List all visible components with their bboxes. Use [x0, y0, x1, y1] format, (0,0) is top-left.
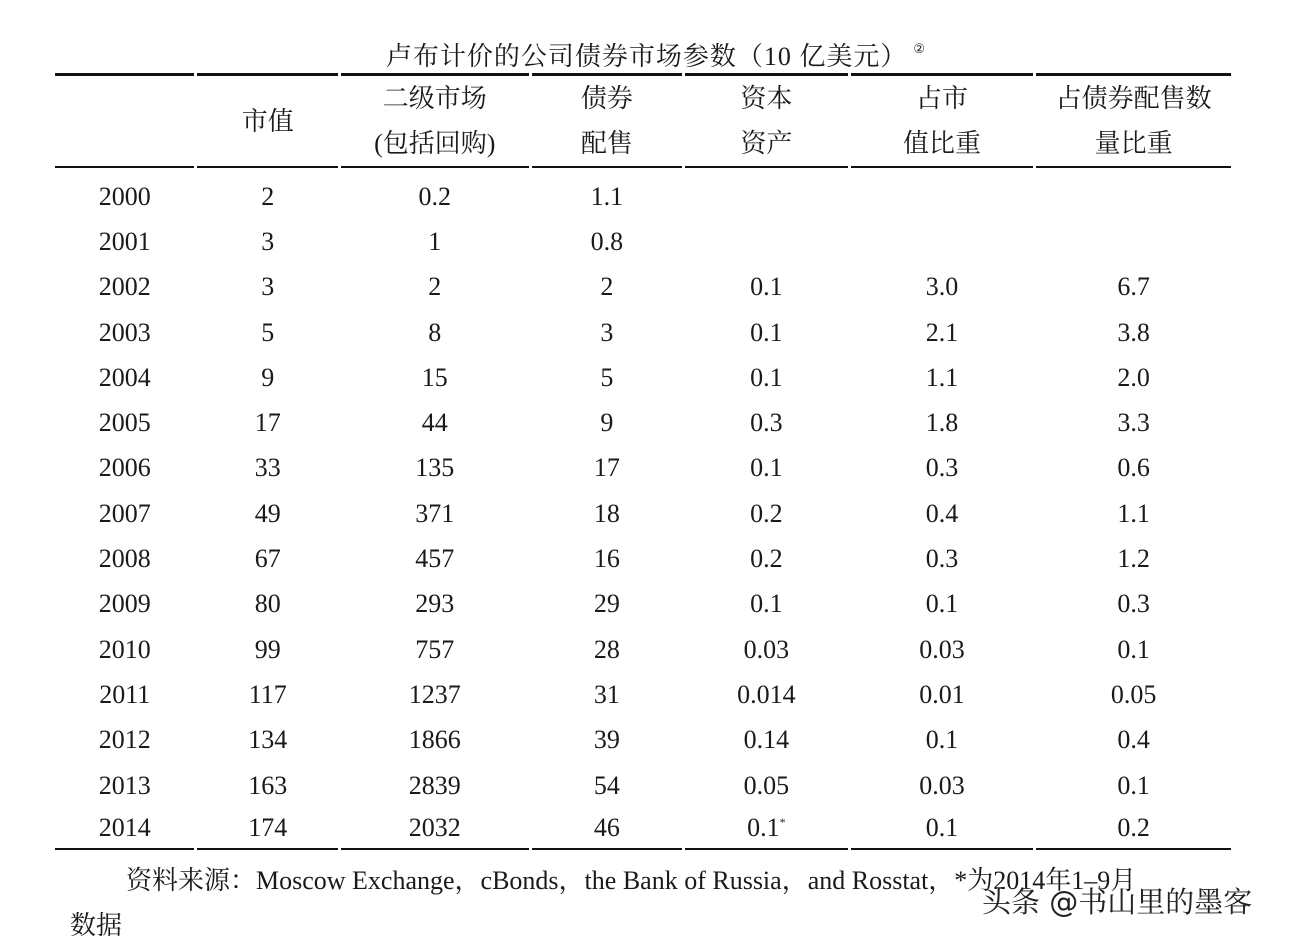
cell-text: 5 [600, 362, 614, 392]
value-cell [532, 219, 683, 264]
value-cell [197, 718, 337, 763]
table-row [55, 400, 1231, 445]
value-cell [685, 310, 848, 355]
cell-text: 3 [600, 317, 614, 347]
value-cell [851, 808, 1034, 850]
year-cell [55, 627, 194, 672]
value-cell [1036, 491, 1231, 536]
value-cell [1036, 808, 1231, 850]
value-cell [532, 672, 683, 717]
value-cell [532, 582, 683, 627]
cell-text: 0.2 [750, 544, 783, 574]
year-cell [55, 808, 194, 850]
value-cell [851, 219, 1034, 264]
value-cell [1036, 763, 1231, 808]
cell-text: 2 [600, 272, 614, 302]
cell-text: 1.1 [590, 181, 624, 211]
value-cell [851, 400, 1034, 445]
cell-text: 0.3 [750, 408, 783, 438]
table-row [55, 491, 1231, 536]
table-row [55, 168, 1231, 219]
value-cell [1036, 400, 1231, 445]
cell-text: 0.03 [743, 634, 790, 664]
cell-text: 2001 [98, 226, 151, 256]
year-cell [55, 446, 194, 491]
cell-text: 1866 [408, 725, 461, 755]
cell-text: 0.03 [919, 634, 965, 664]
value-cell [685, 355, 848, 400]
year-cell [55, 718, 194, 763]
value-cell [685, 536, 848, 581]
value-cell [532, 168, 683, 219]
value-cell [197, 672, 337, 717]
cell-text: 2032 [408, 813, 461, 843]
cell-text: 2012 [98, 725, 151, 755]
value-cell [197, 168, 337, 219]
cell-text: 28 [593, 634, 620, 664]
value-cell [341, 672, 529, 717]
watermark: 头条 @书山里的墨客 [982, 885, 1253, 919]
header-label-1: 占债券配售数 [1055, 84, 1212, 113]
value-cell [197, 582, 337, 627]
cell-text: 2839 [408, 770, 461, 800]
value-cell [1036, 718, 1231, 763]
value-cell [1036, 536, 1231, 581]
cell-text: 2004 [98, 362, 151, 392]
column-header [197, 73, 337, 168]
value-cell [197, 219, 337, 264]
cell-text: 0.1 [1117, 770, 1150, 800]
cell-text: 0.1 [750, 317, 783, 347]
cell-text: 457 [415, 544, 455, 574]
cell-text: 5 [261, 317, 275, 347]
cell-text: 2007 [98, 498, 151, 528]
header-label-2: 配售 [580, 129, 633, 158]
value-cell [685, 672, 848, 717]
cell-text: 0.1 [750, 362, 783, 392]
cell-text: 2003 [98, 317, 151, 347]
year-cell [55, 219, 194, 264]
title-text: 卢布计价的公司债券市场参数（10 亿美元） [385, 42, 908, 71]
cell-text: 67 [254, 544, 281, 574]
value-cell [341, 265, 529, 310]
value-cell [341, 627, 529, 672]
value-cell [1036, 627, 1231, 672]
value-cell [341, 446, 529, 491]
cell-text: 2014 [98, 813, 151, 843]
value-cell [685, 400, 848, 445]
cell-text: 371 [415, 498, 455, 528]
cell-text: 2010 [98, 634, 151, 664]
year-cell [55, 672, 194, 717]
table-row [55, 265, 1231, 310]
source-note-continued: 数据 [70, 911, 123, 940]
header-label-2: 值比重 [902, 129, 981, 158]
cell-text: 2.1 [925, 317, 959, 347]
value-cell [851, 582, 1034, 627]
year-cell [55, 400, 194, 445]
cell-text: 0.14 [743, 725, 790, 755]
value-cell [685, 491, 848, 536]
cell-text: 33 [254, 453, 281, 483]
table-row [55, 219, 1231, 264]
value-cell [685, 582, 848, 627]
value-cell [341, 718, 529, 763]
value-cell [532, 446, 683, 491]
cell-text: 49 [254, 498, 281, 528]
cell-text: 0.1 [747, 813, 780, 843]
value-cell [341, 219, 529, 264]
cell-text: 0.1 [925, 813, 959, 843]
cell-text: 3.8 [1117, 317, 1150, 347]
value-cell [341, 763, 529, 808]
cell-text: 1237 [408, 679, 461, 709]
cell-text: 0.4 [1117, 725, 1150, 755]
value-cell [197, 808, 337, 850]
value-cell [341, 400, 529, 445]
table-row [55, 310, 1231, 355]
cell-text: 0.03 [919, 770, 965, 800]
value-cell [1036, 672, 1231, 717]
cell-text: 2.0 [1117, 362, 1150, 392]
cell-text: 16 [593, 544, 620, 574]
cell-text: 0.01 [919, 679, 965, 709]
cell-text: 0.1 [750, 589, 783, 619]
cell-text: 2 [428, 272, 442, 302]
value-cell [197, 627, 337, 672]
value-cell [532, 763, 683, 808]
value-cell [685, 718, 848, 763]
year-cell [55, 536, 194, 581]
value-cell [341, 310, 529, 355]
header-label-1: 资本 [740, 84, 793, 113]
value-cell [532, 627, 683, 672]
value-cell [341, 536, 529, 581]
cell-text: 2 [261, 181, 275, 211]
cell-text: 0.8 [590, 226, 624, 256]
header-label-2: 量比重 [1094, 129, 1173, 158]
source-note: 资料来源：Moscow Exchange，cBonds，the Bank of Russia，and Rosstat，*为2014年1–9月 [126, 866, 1137, 895]
value-cell [1036, 310, 1231, 355]
cell-text: 3 [261, 272, 275, 302]
value-cell [197, 446, 337, 491]
cell-text: 99 [254, 634, 281, 664]
value-cell [197, 536, 337, 581]
cell-text: 0.4 [925, 498, 959, 528]
value-cell [1036, 219, 1231, 264]
year-cell [55, 582, 194, 627]
year-cell [55, 168, 194, 219]
cell-text: 0.1 [925, 589, 959, 619]
cell-text: 1 [428, 226, 442, 256]
year-cell [55, 491, 194, 536]
title-footnote: ② [913, 41, 927, 56]
value-cell [197, 491, 337, 536]
value-cell [851, 672, 1034, 717]
cell-text: 15 [421, 362, 448, 392]
footnote-marker: * [779, 815, 786, 830]
table-row [55, 446, 1231, 491]
table-row [55, 355, 1231, 400]
value-cell [532, 536, 683, 581]
cell-text: 0.3 [925, 453, 959, 483]
value-cell [1036, 265, 1231, 310]
cell-text: 2011 [99, 679, 151, 709]
value-cell [685, 808, 848, 850]
cell-text: 3.0 [925, 272, 959, 302]
value-cell [532, 400, 683, 445]
cell-text: 1.2 [1117, 544, 1150, 574]
header-label-2: (包括回购) [374, 129, 496, 158]
cell-text: 135 [415, 453, 455, 483]
value-cell [685, 168, 848, 219]
value-cell [851, 763, 1034, 808]
cell-text: 39 [593, 725, 620, 755]
column-header [1036, 73, 1231, 168]
value-cell [851, 446, 1034, 491]
value-cell [532, 310, 683, 355]
value-cell [341, 355, 529, 400]
year-cell [55, 310, 194, 355]
value-cell [851, 718, 1034, 763]
header-label-1: 债券 [580, 84, 633, 113]
value-cell [532, 808, 683, 850]
value-cell [851, 627, 1034, 672]
cell-text: 0.2 [418, 181, 452, 211]
table-row [55, 672, 1231, 717]
cell-text: 0.3 [1117, 589, 1150, 619]
value-cell [851, 265, 1034, 310]
header-label-1: 二级市场 [382, 84, 487, 113]
column-header [55, 73, 194, 168]
column-header [341, 73, 529, 168]
cell-text: 1.1 [925, 362, 959, 392]
value-cell [1036, 446, 1231, 491]
cell-text: 0.05 [1110, 679, 1157, 709]
table-row [55, 536, 1231, 581]
cell-text: 0.1 [750, 453, 783, 483]
value-cell [851, 310, 1034, 355]
value-cell [685, 627, 848, 672]
cell-text: 0.1 [1117, 634, 1150, 664]
cell-text: 757 [415, 634, 455, 664]
table-row [55, 627, 1231, 672]
value-cell [685, 265, 848, 310]
column-header [851, 73, 1034, 168]
value-cell [1036, 355, 1231, 400]
value-cell [685, 763, 848, 808]
cell-text: 9 [600, 408, 614, 438]
column-header [532, 73, 683, 168]
year-cell [55, 355, 194, 400]
bond-market-table [52, 73, 1234, 850]
value-cell [685, 446, 848, 491]
table-title [0, 36, 1312, 73]
value-cell [532, 265, 683, 310]
header-label-1: 占市 [915, 84, 968, 113]
value-cell [851, 491, 1034, 536]
cell-text: 2008 [98, 544, 151, 574]
cell-text: 17 [254, 408, 281, 438]
value-cell [532, 491, 683, 536]
table-row [55, 808, 1231, 850]
year-cell [55, 763, 194, 808]
cell-text: 0.05 [743, 770, 790, 800]
cell-text: 8 [428, 317, 442, 347]
table-row [55, 718, 1231, 763]
cell-text: 6.7 [1117, 272, 1150, 302]
cell-text: 174 [248, 813, 288, 843]
value-cell [851, 536, 1034, 581]
cell-text: 0.1 [925, 725, 959, 755]
year-cell [55, 265, 194, 310]
header-label: 市值 [241, 106, 294, 136]
cell-text: 29 [593, 589, 620, 619]
value-cell [532, 355, 683, 400]
cell-text: 17 [593, 453, 620, 483]
value-cell [341, 582, 529, 627]
cell-text: 54 [593, 770, 620, 800]
cell-text: 3 [261, 226, 275, 256]
value-cell [197, 265, 337, 310]
cell-text: 1.1 [1117, 498, 1150, 528]
value-cell [341, 808, 529, 850]
value-cell [197, 763, 337, 808]
cell-text: 2006 [98, 453, 151, 483]
cell-text: 0.2 [750, 498, 783, 528]
cell-text: 0.6 [1117, 453, 1150, 483]
cell-text: 80 [254, 589, 281, 619]
cell-text: 0.2 [1117, 813, 1150, 843]
cell-text: 46 [593, 813, 620, 843]
value-cell [532, 718, 683, 763]
cell-text: 1.8 [925, 408, 959, 438]
table-row [55, 763, 1231, 808]
cell-text: 31 [593, 679, 620, 709]
cell-text: 293 [415, 589, 455, 619]
value-cell [851, 355, 1034, 400]
value-cell [1036, 582, 1231, 627]
cell-text: 0.3 [925, 544, 959, 574]
cell-text: 18 [593, 498, 620, 528]
value-cell [341, 491, 529, 536]
header-label-2: 资产 [740, 129, 793, 158]
table-row [55, 582, 1231, 627]
cell-text: 2005 [98, 408, 151, 438]
cell-text: 117 [248, 679, 287, 709]
value-cell [341, 168, 529, 219]
value-cell [197, 400, 337, 445]
cell-text: 9 [261, 362, 275, 392]
cell-text: 44 [421, 408, 448, 438]
value-cell [1036, 168, 1231, 219]
cell-text: 0.014 [737, 679, 796, 709]
value-cell [197, 355, 337, 400]
cell-text: 3.3 [1117, 408, 1150, 438]
cell-text: 2013 [98, 770, 151, 800]
cell-text: 2009 [98, 589, 151, 619]
cell-text: 0.1 [750, 272, 783, 302]
cell-text: 2000 [98, 181, 151, 211]
value-cell [685, 219, 848, 264]
value-cell [851, 168, 1034, 219]
header-row [55, 73, 1231, 168]
cell-text: 134 [248, 725, 288, 755]
value-cell [197, 310, 337, 355]
column-header [685, 73, 848, 168]
cell-text: 163 [248, 770, 288, 800]
cell-text: 2002 [98, 272, 151, 302]
